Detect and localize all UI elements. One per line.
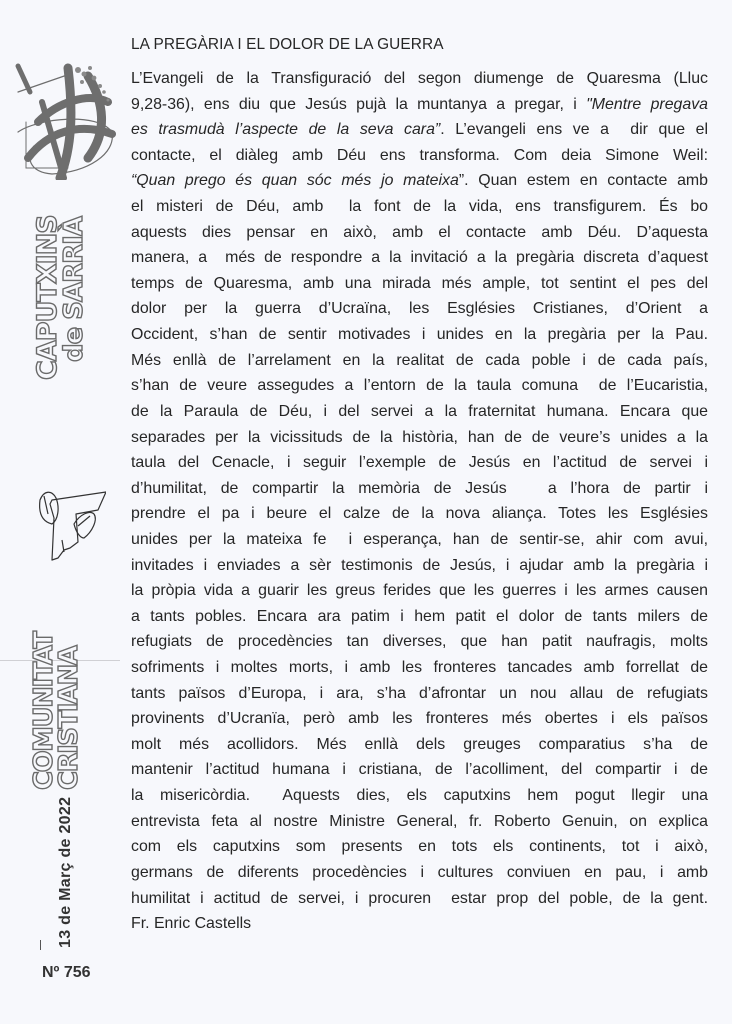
article-body <box>131 66 708 937</box>
text-run: dolor per la guerra d’Ucraïna, les Esglésies Cristianes, d’Orient a <box>131 300 708 318</box>
text-run: provinents d’Ucranïa, però amb les fronteres més obertes i els països <box>131 710 708 728</box>
caputxins-logo-line2: de SARRIÀ <box>59 217 89 362</box>
article-line <box>131 604 708 630</box>
text-run: ”. Quan estem en contacte amb <box>458 172 708 190</box>
text-run: . L’evangeli ens ve a dir que el <box>440 121 709 139</box>
caputxins-logo-line1: CAPUTXINS <box>32 215 63 380</box>
article-line <box>131 757 708 783</box>
dash-mark <box>40 940 41 950</box>
article-line <box>131 117 708 143</box>
text-run: entrevista feta al nostre Ministre General, fr. Roberto Genuin, on explica <box>131 812 708 830</box>
article-line <box>131 220 708 246</box>
article-line <box>131 450 708 476</box>
caputxins-de-sarria-logo <box>34 215 88 380</box>
author-signature: Fr. Enric Castells <box>131 915 252 933</box>
text-run: de la Paraula de Déu, i del servei a la fraternitat humana. Encara que <box>131 402 708 420</box>
text-run: tants països d’Europa, i ara, s’ha d’afrontar un nou allau de refugiats <box>131 684 708 702</box>
comunitat-logo-line1: COMUNITAT <box>29 632 59 790</box>
text-run: Més enllà de l’arrelament en la realitat de cada poble i de cada país, <box>131 351 708 369</box>
issue-number: Nº 756 <box>42 964 91 981</box>
text-run: Occident, s’han de sentir motivades i unides en la pregària per la Pau. <box>131 326 708 344</box>
text-run: invitades i enviades a sèr testimonis de Jesús, i ajudar amb la pregària i <box>131 556 708 574</box>
article-line <box>131 527 708 553</box>
article-line <box>131 629 708 655</box>
article-line <box>131 501 708 527</box>
text-run: L’Evangeli de la Transfiguració del segon diumenge de Quaresma (Lluc <box>131 70 708 87</box>
article-line <box>131 143 708 169</box>
article-line <box>131 655 708 681</box>
text-run: unides per la mateixa fe i esperança, han de sentir-se, ahir com avui, <box>131 530 708 548</box>
article-line <box>131 66 708 92</box>
interlaced-cross-logo-icon <box>8 62 120 180</box>
article-title: LA PREGÀRIA I EL DOLOR DE LA GUERRA <box>131 36 444 53</box>
article-line <box>131 399 708 425</box>
article-line <box>131 783 708 809</box>
comunitat-logo-line2: CRISTIANA <box>54 646 84 790</box>
article-line <box>131 860 708 886</box>
article-line <box>131 476 708 502</box>
article-line <box>131 271 708 297</box>
issue-date: 13 de Març de 2022 <box>57 796 74 948</box>
text-run: taula del Cenacle, i seguir l’exemple de Jesús en l’actitud de servei i <box>131 454 708 472</box>
text-run: sofriments i moltes morts, i amb les fronteres tancades amb forrellat de <box>131 659 708 677</box>
text-run: la misericòrdia. Aquests dies, els caputxins hem pogut llegir una <box>131 787 708 805</box>
article-line <box>131 886 708 912</box>
text-run: temps de Quaresma, amb una mirada més ample, tot sentint el pes del <box>131 274 708 292</box>
italic-quote: "Mentre pregava <box>586 95 708 113</box>
text-run: germans de diferents procedències i cultures conviuen en pau, i amb <box>131 863 708 881</box>
text-run: la pròpia vida a guarir les greus ferides que les guerres i les armes causen <box>131 582 708 600</box>
article-line <box>131 681 708 707</box>
article-line <box>131 732 708 758</box>
article-line <box>131 553 708 579</box>
text-run: a tants pobles. Encara ara patim i hem patit el dolor de tants milers de <box>131 607 708 625</box>
text-run: humilitat i actitud de servei, i procuren estar prop del poble, de la gent. <box>131 889 708 907</box>
italic-quote: es trasmudà l’aspecte de la seva cara” <box>131 121 441 139</box>
text-run: refugiats de procedències tan diverses, que han patit naufragis, molts <box>131 633 708 651</box>
text-run: prendre el pa i beure el calze de la nova aliança. Totes les Esglésies <box>131 505 708 523</box>
article-line <box>131 348 708 374</box>
article-line <box>131 578 708 604</box>
article-line <box>131 245 708 271</box>
text-run: mantenir l’actitud humana i cristiana, de l’acolliment, del compartir i de <box>131 761 708 779</box>
comunitat-cristiana-logo <box>29 632 84 790</box>
franciscan-tau-icon <box>18 480 106 570</box>
text-run: el misteri de Déu, amb la font de la vida, ens transfigurem. És bo <box>131 198 708 216</box>
article-line <box>131 809 708 835</box>
text-run: molt més acollidors. Més enllà dels greuges comparatius s’ha de <box>131 735 708 753</box>
text-run: separades per la vicissituds de la història, han de de veure’s unides a la <box>131 428 708 446</box>
text-run: d’humilitat, de compartir la memòria de Jesús a l’hora de partir i <box>131 479 708 497</box>
article-line <box>131 168 708 194</box>
article-line <box>131 425 708 451</box>
text-run: manera, a més de respondre a la invitació a la pregària discreta d’aquest <box>131 249 708 267</box>
text-run: aquests dies pensar en això, amb el contacte amb Déu. D’aquesta <box>131 223 708 241</box>
text-run: s’han de veure assegudes a l’entorn de la taula comuna de l’Eucaristia, <box>131 377 708 395</box>
article-line <box>131 706 708 732</box>
text-run: contacte, el diàleg amb Déu ens transforma. Com deia Simone Weil: <box>131 146 708 164</box>
article-line <box>131 322 708 348</box>
article-line <box>131 92 708 118</box>
article-line <box>131 296 708 322</box>
text-run: 9,28-36), ens diu que Jesús pujà la muntanya a pregar, i <box>131 95 587 113</box>
text-run: com els caputxins som presents en tots els continents, tot i això, <box>131 838 708 856</box>
article-line <box>131 373 708 399</box>
article-line <box>131 194 708 220</box>
article-line <box>131 834 708 860</box>
italic-quote: “Quan prego és quan sóc més jo mateixa <box>131 172 459 190</box>
